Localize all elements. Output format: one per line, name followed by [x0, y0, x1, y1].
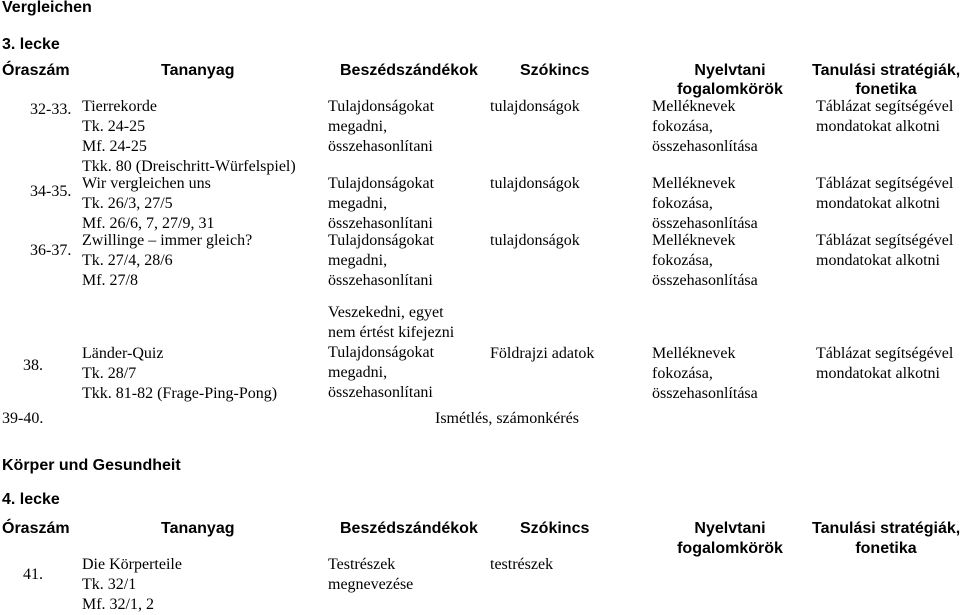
header-fogalomkorok: fogalomkörök: [677, 81, 783, 98]
header-tanulasi: Tanulási stratégiák,: [812, 62, 960, 79]
review-text: Ismétlés, számonkérés: [435, 410, 579, 427]
row-strategy: Táblázat segítségével mondatokat alkotni: [816, 175, 954, 212]
header-tananyag: Tananyag: [161, 62, 235, 79]
section-title: Körper und Gesundheit: [2, 457, 181, 474]
header-szokincs: Szókincs: [520, 520, 590, 537]
row-speech-intent: Veszekedni, egyet nem értést kifejezni Tulajdonságokat megadni, összehasonlítani: [328, 304, 455, 401]
section-title: Vergleichen: [2, 0, 92, 16]
row-strategy: Táblázat segítségével mondatokat alkotni: [816, 98, 954, 135]
row-strategy: Táblázat segítségével mondatokat alkotni: [816, 345, 954, 382]
row-speech-intent: Tulajdonságokat megadni, összehasonlítani: [328, 175, 435, 232]
lesson-label: 3. lecke: [2, 36, 60, 53]
row-vocabulary: tulajdonságok: [490, 175, 580, 192]
row-material: Länder-Quiz Tk. 28/7 Tkk. 81-82 (Frage-Ping-Pong): [82, 345, 278, 402]
row-number: 41.: [23, 566, 43, 583]
header-nyelvtani: Nyelvtani: [694, 520, 766, 537]
header-tananyag: Tananyag: [161, 520, 235, 537]
row-grammar: Melléknevek fokozása, összehasonlítása: [652, 175, 758, 232]
row-vocabulary: tulajdonságok: [490, 232, 580, 249]
row-vocabulary: Földrajzi adatok: [490, 345, 595, 362]
row-material: Die Körperteile Tk. 32/1 Mf. 32/1, 2: [82, 556, 182, 613]
row-number: 36-37.: [30, 242, 72, 259]
row-number: 32-33.: [30, 101, 72, 118]
row-number: 34-35.: [30, 183, 72, 200]
header-nyelvtani: Nyelvtani: [694, 62, 766, 79]
header-fonetika: fonetika: [855, 81, 917, 98]
header-oraszam: Óraszám: [2, 62, 70, 79]
header-tanulasi: Tanulási stratégiák,: [812, 520, 960, 537]
row-speech-intent: Testrészek megnevezése: [328, 556, 414, 593]
row-speech-intent: Tulajdonságokat megadni, összehasonlítani: [328, 232, 435, 289]
header-fonetika: fonetika: [855, 540, 917, 557]
row-grammar: Melléknevek fokozása, összehasonlítása: [652, 98, 758, 155]
header-szokincs: Szókincs: [520, 62, 590, 79]
row-vocabulary: testrészek: [490, 556, 554, 573]
row-number: 38.: [23, 357, 43, 374]
row-material: Wir vergleichen uns Tk. 26/3, 27/5 Mf. 26/6, 7, 27/9, 31: [82, 175, 215, 232]
header-beszedszandekok: Beszédszándékok: [340, 520, 478, 537]
row-material: Zwillinge – immer gleich? Tk. 27/4, 28/6 Mf. 27/8: [82, 232, 253, 289]
header-fogalomkorok: fogalomkörök: [677, 540, 783, 557]
row-vocabulary: tulajdonságok: [490, 98, 580, 115]
row-number: 39-40.: [2, 410, 44, 427]
header-beszedszandekok: Beszédszándékok: [340, 62, 478, 79]
row-strategy: Táblázat segítségével mondatokat alkotni: [816, 232, 954, 269]
lesson-label: 4. lecke: [2, 491, 60, 508]
header-oraszam: Óraszám: [2, 520, 70, 537]
row-material: Tierrekorde Tk. 24-25 Mf. 24-25 Tkk. 80 (Dreischritt-Würfelspiel): [82, 98, 296, 175]
row-grammar: Melléknevek fokozása, összehasonlítása: [652, 345, 758, 402]
row-grammar: Melléknevek fokozása, összehasonlítása: [652, 232, 758, 289]
row-speech-intent: Tulajdonságokat megadni, összehasonlítani: [328, 98, 435, 155]
